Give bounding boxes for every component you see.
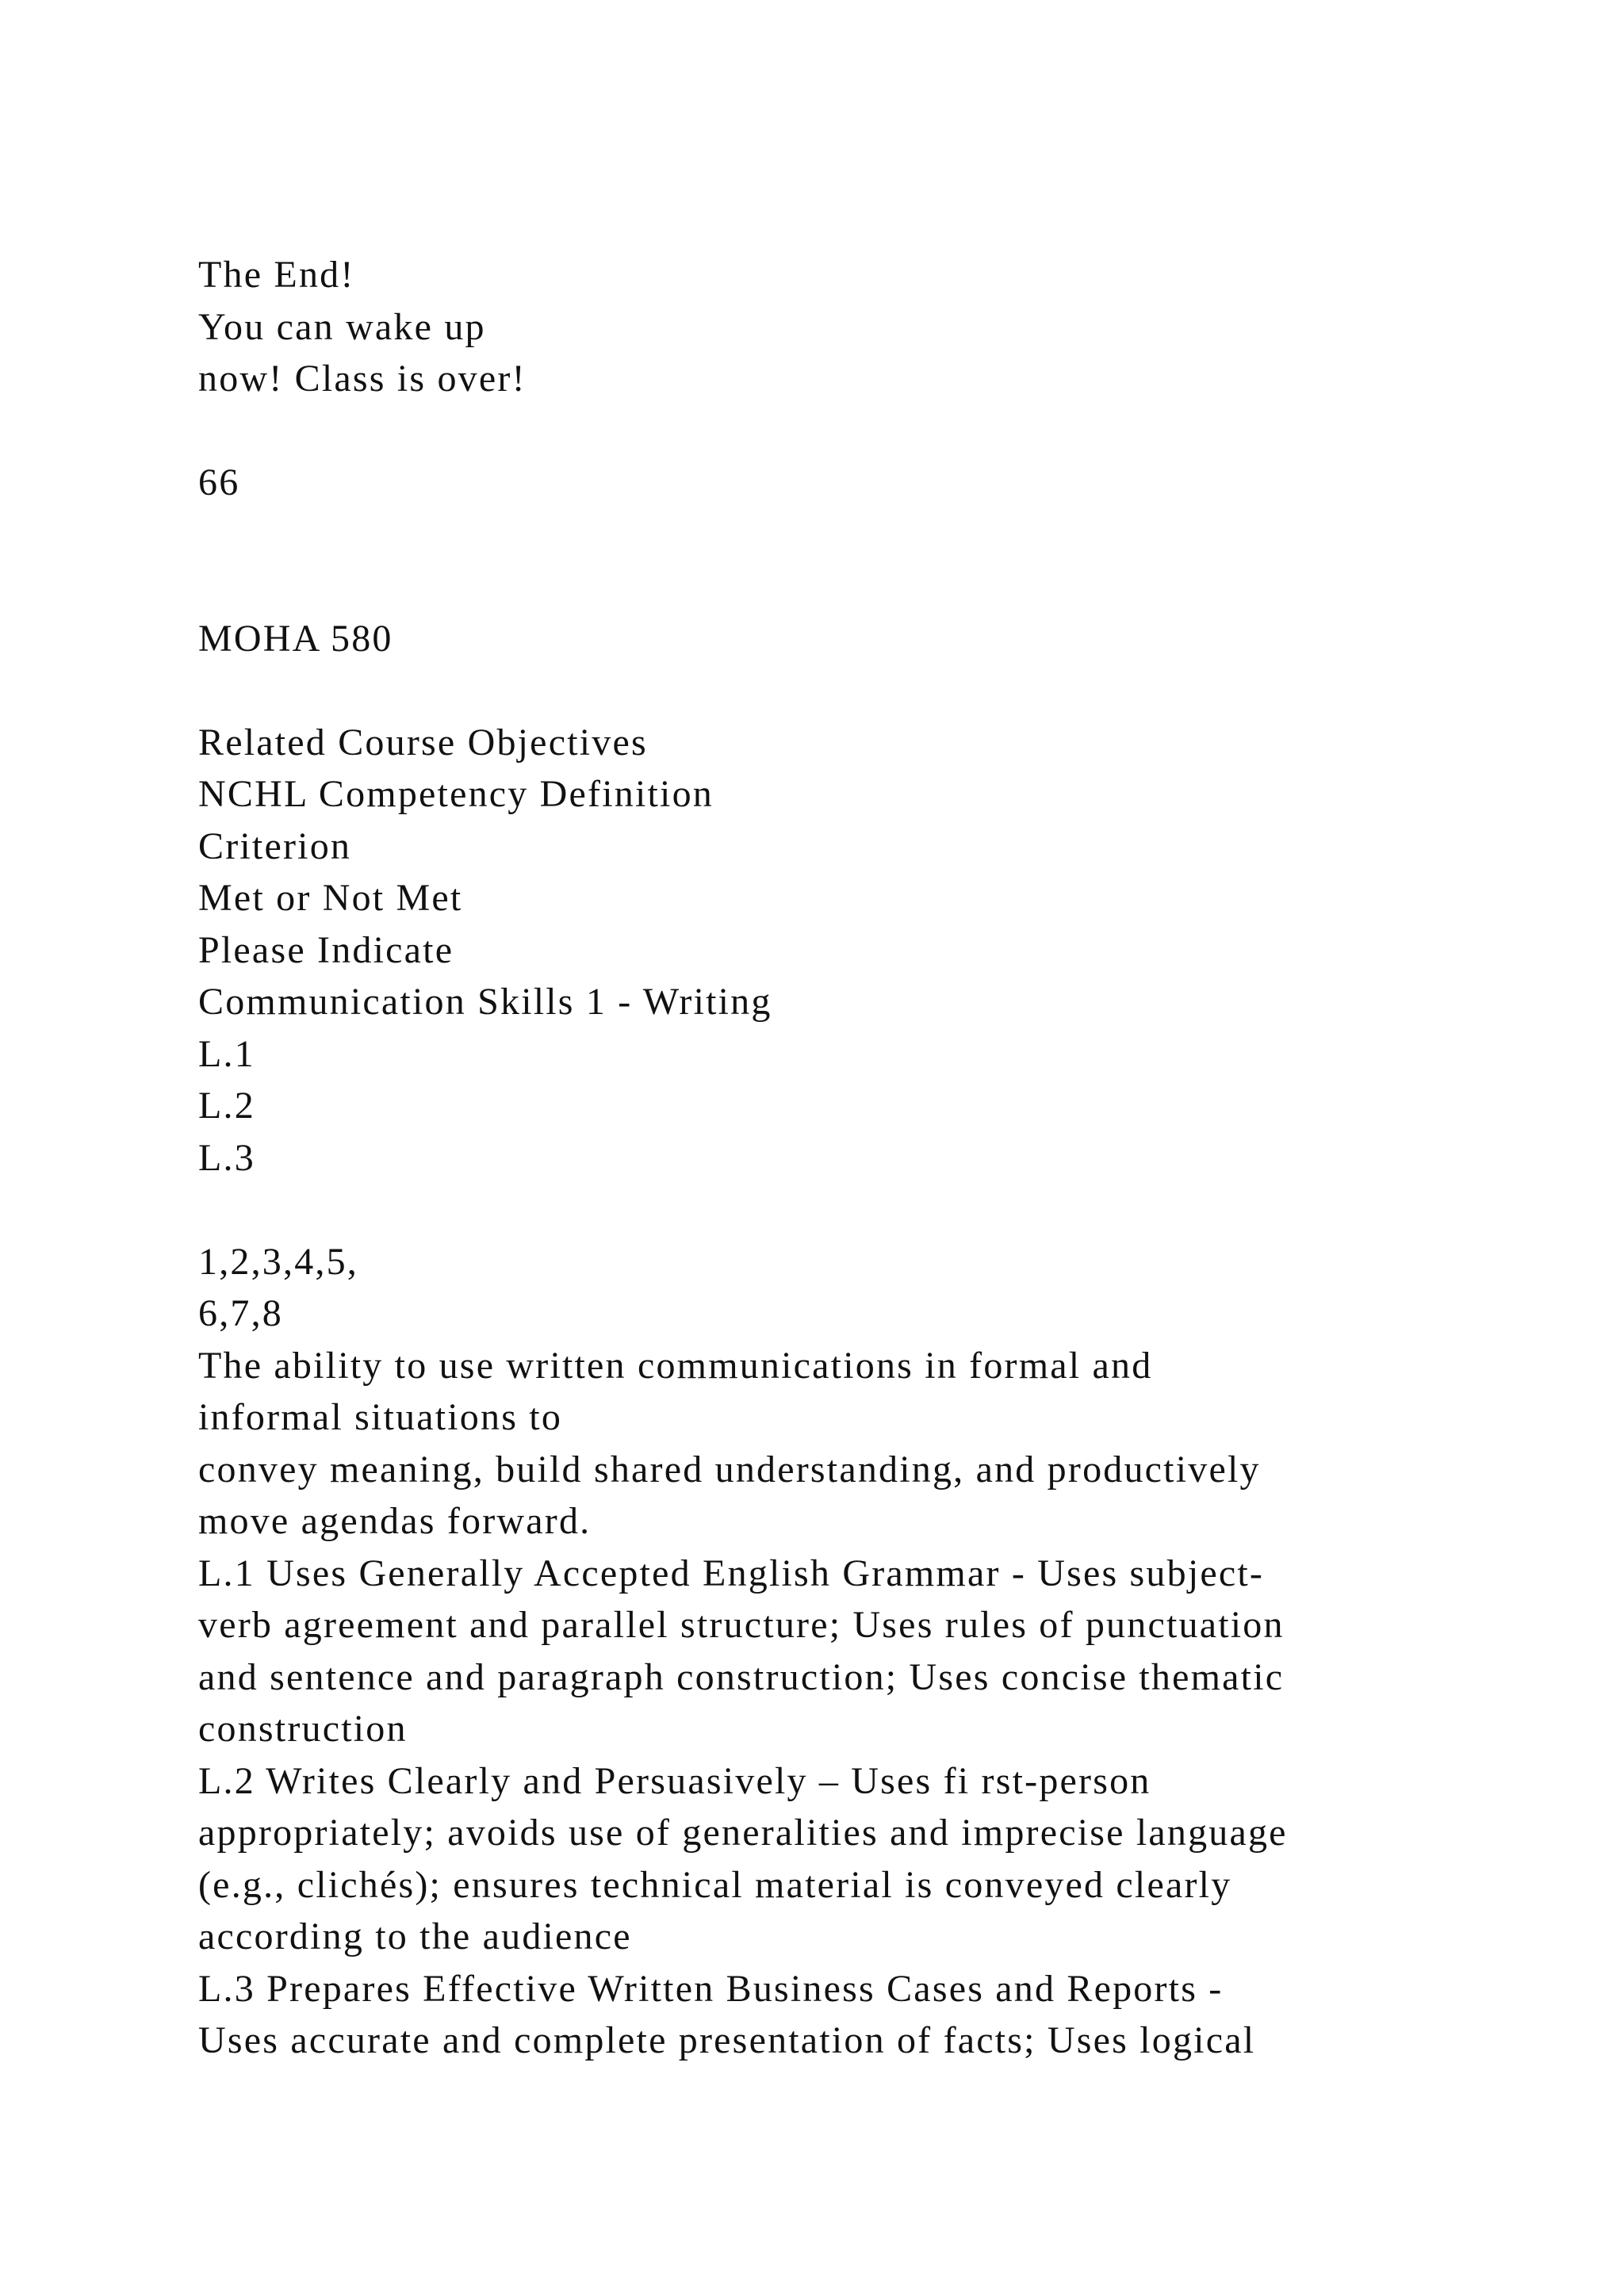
text-line: (e.g., clichés); ensures technical material is conveyed clearly (198, 1863, 1232, 1906)
text-line: L.3 Prepares Effective Written Business Cases and Reports - (198, 1967, 1224, 2010)
text-line: The ability to use written communications in formal and (198, 1344, 1153, 1387)
text-line: construction (198, 1708, 408, 1750)
text-line: Uses accurate and complete presentation of facts; Uses logical (198, 2019, 1256, 2061)
text-line: The End! (198, 254, 355, 296)
document-text (198, 249, 1562, 2067)
text-line: informal situations to (198, 1396, 563, 1438)
text-line: L.2 (198, 1085, 255, 1127)
text-line: 6,7,8 (198, 1292, 283, 1334)
text-line: move agendas forward. (198, 1500, 592, 1542)
blank-line (198, 405, 1562, 457)
text-line: L.2 Writes Clearly and Persuasively – Uses fi rst-person (198, 1759, 1151, 1802)
text-line: You can wake up (198, 305, 486, 348)
text-line: convey meaning, build shared understanding, and productively (198, 1448, 1261, 1490)
blank-line (198, 1184, 1562, 1236)
table-header-criterion: Criterion (198, 825, 352, 867)
page-number: 66 (198, 461, 240, 503)
table-header-objectives: Related Course Objectives (198, 721, 648, 763)
competency-title: Communication Skills 1 - Writing (198, 981, 772, 1023)
text-line: L.1 (198, 1032, 255, 1075)
text-line: and sentence and paragraph construction; Uses concise thematic (198, 1655, 1285, 1698)
course-code: MOHA 580 (198, 617, 393, 660)
text-line: L.3 (198, 1136, 255, 1179)
table-header-met: Met or Not Met (198, 877, 463, 919)
blank-line (198, 664, 1562, 717)
text-line: 1,2,3,4,5, (198, 1240, 358, 1283)
table-header-definition: NCHL Competency Definition (198, 773, 714, 815)
text-line: appropriately; avoids use of generalities and imprecise language (198, 1812, 1288, 1854)
blank-line (198, 561, 1562, 613)
table-header-indicate: Please Indicate (198, 928, 454, 971)
text-line: according to the audience (198, 1915, 632, 1957)
text-line: verb agreement and parallel structure; Uses rules of punctuation (198, 1604, 1285, 1646)
text-line: L.1 Uses Generally Accepted English Grammar - Uses subject- (198, 1552, 1265, 1594)
blank-line (198, 509, 1562, 561)
text-line: now! Class is over! (198, 358, 527, 400)
